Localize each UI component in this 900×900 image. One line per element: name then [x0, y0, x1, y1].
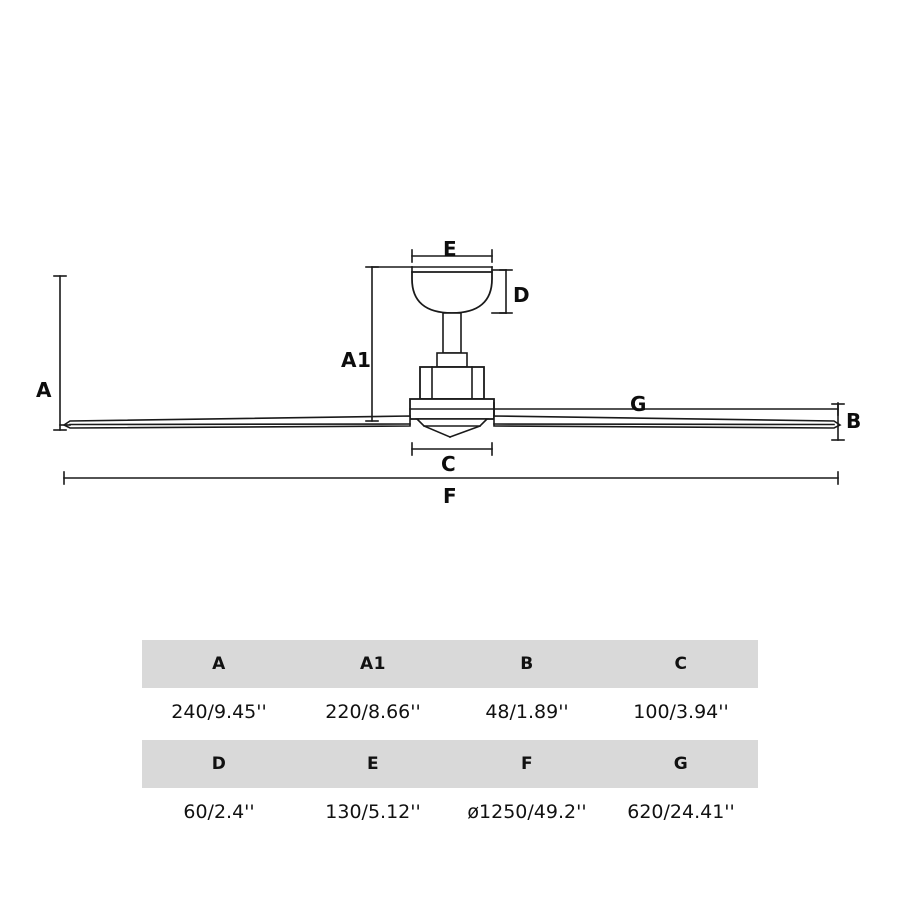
- table-header-cell: G: [604, 740, 758, 788]
- dimension-g: [494, 403, 838, 415]
- table-value-cell: 100/3.94'': [604, 688, 758, 736]
- table-value-cell: 620/24.41'': [604, 788, 758, 836]
- table-row: [142, 640, 758, 688]
- dimensions-table: [142, 640, 758, 836]
- dimension-label-a: A: [36, 378, 52, 402]
- table-header-cell: C: [604, 640, 758, 688]
- table-value-cell: 130/5.12'': [296, 788, 450, 836]
- dimension-label-c: C: [441, 452, 457, 476]
- dimension-label-a1: A1: [341, 348, 372, 372]
- table-value-cell: 60/2.4'': [142, 788, 296, 836]
- table-header-cell: B: [450, 640, 604, 688]
- table-header-cell: A: [142, 640, 296, 688]
- table-row: [142, 788, 758, 836]
- dimension-d: [492, 270, 512, 313]
- table-row: [142, 740, 758, 788]
- motor-housing: [410, 367, 494, 426]
- table-value-cell: 48/1.89'': [450, 688, 604, 736]
- table-header-cell: A1: [296, 640, 450, 688]
- ceiling-plate: [412, 267, 492, 313]
- dimension-label-e: E: [443, 237, 458, 261]
- table-row: [142, 688, 758, 736]
- table-value-cell: 220/8.66'': [296, 688, 450, 736]
- table-header-cell: E: [296, 740, 450, 788]
- dimension-a: [54, 276, 70, 430]
- dimension-a1: [366, 267, 412, 421]
- dimension-label-g: G: [630, 392, 647, 416]
- table-value-cell: ø1250/49.2'': [450, 788, 604, 836]
- table-value-cell: 240/9.45'': [142, 688, 296, 736]
- table-header-cell: F: [450, 740, 604, 788]
- dimension-label-b: B: [846, 409, 862, 433]
- table-header-cell: D: [142, 740, 296, 788]
- dimension-label-f: F: [443, 484, 458, 508]
- downrod: [437, 313, 467, 367]
- dimension-label-d: D: [513, 283, 531, 307]
